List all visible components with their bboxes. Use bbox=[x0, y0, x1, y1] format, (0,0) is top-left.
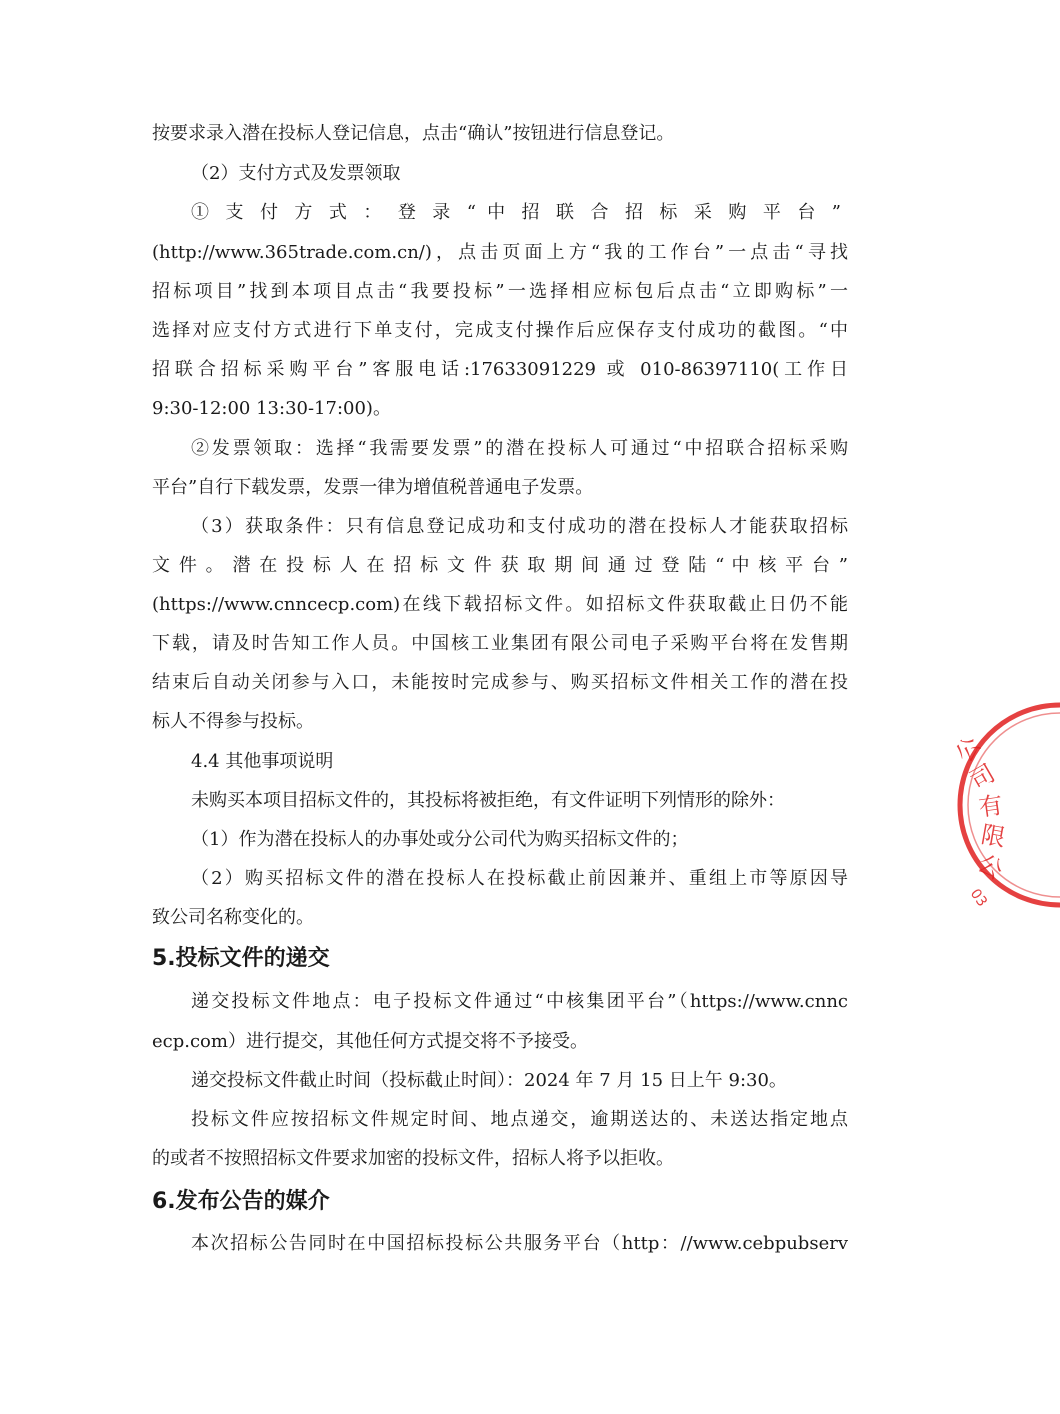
text-line: 文 件 。 潜 在 投 标 人 在 招 标 文 件 获 取 期 间 通 过 登 陆 “ 中 核 平 台 ” bbox=[152, 555, 848, 576]
text-line: (https://www.cnncecp.com)在线下载招标文件。如招标文件获取截止日仍不能 bbox=[152, 594, 848, 615]
text-line: 按要求录入潜在投标人登记信息，点击“确认”按钮进行信息登记。 bbox=[152, 123, 675, 144]
svg-text:限: 限 bbox=[978, 820, 1008, 853]
text-line: 递交投标文件截止时间（投标截止时间）：2024 年 7 月 15 日上午 9:30。 bbox=[191, 1070, 787, 1091]
text-line: 的或者不按照招标文件要求加密的投标文件，招标人将予以拒收。 bbox=[152, 1148, 674, 1169]
text-line: ②发票领取：选择“我需要发票”的潜在投标人可通过“中招联合招标采购 bbox=[191, 438, 848, 459]
text-line: （1）作为潜在投标人的办事处或分公司代为购买招标文件的； bbox=[191, 829, 689, 850]
text-line: 未购买本项目招标文件的，其投标将被拒绝，有文件证明下列情形的除外： bbox=[191, 790, 785, 811]
text-line: 招标项目”找到本项目点击“我要投标”一选择相应标包后点击“立即购标”一 bbox=[152, 281, 848, 302]
section-heading-5: 5.投标文件的递交 bbox=[152, 946, 330, 971]
text-line: 招联合招标采购平台”客服电话:17633091229 或 010-86397110(工作日 bbox=[152, 359, 848, 380]
text-line: 标人不得参与投标。 bbox=[152, 711, 314, 732]
section-heading-6: 6.发布公告的媒介 bbox=[152, 1189, 330, 1214]
text-line: 结束后自动关闭参与入口，未能按时完成参与、购买招标文件相关工作的潜在投 bbox=[152, 672, 848, 693]
text-line: （2）支付方式及发票领取 bbox=[191, 163, 401, 184]
section-subheading: 4.4 其他事项说明 bbox=[191, 751, 334, 772]
company-seal-stamp bbox=[940, 690, 1060, 920]
text-line: （2）购买招标文件的潜在投标人在投标截止前因兼并、重组上市等原因导 bbox=[191, 868, 848, 889]
text-line: （3）获取条件：只有信息登记成功和支付成功的潜在投标人才能获取招标 bbox=[191, 516, 848, 537]
text-line: 9:30-12:00 13:30-17:00)。 bbox=[152, 398, 391, 419]
text-line: 下载，请及时告知工作人员。中国核工业集团有限公司电子采购平台将在发售期 bbox=[152, 633, 848, 654]
text-line: (http://www.365trade.com.cn/)，点击页面上方“我的工作台”一点击“寻找 bbox=[152, 242, 848, 263]
text-line: 致公司名称变化的。 bbox=[152, 907, 314, 928]
text-line: 投标文件应按招标文件规定时间、地点递交，逾期送达的、未送达指定地点 bbox=[191, 1109, 848, 1130]
svg-text:03: 03 bbox=[966, 886, 991, 910]
text-line: ① 支 付 方 式 ： 登 录 “ 中 招 联 合 招 标 采 购 平 台 ” bbox=[191, 202, 841, 223]
text-line: 递交投标文件地点：电子投标文件通过“中核集团平台”（https://www.cnnc bbox=[191, 991, 848, 1012]
text-line: 平台”自行下载发票，发票一律为增值税普通电子发票。 bbox=[152, 477, 594, 498]
svg-text:司: 司 bbox=[965, 758, 1000, 796]
svg-text:公: 公 bbox=[973, 848, 1008, 886]
text-line: 本次招标公告同时在中国招标投标公共服务平台（http：//www.cebpubserv bbox=[191, 1233, 848, 1254]
text-line: 选择对应支付方式进行下单支付，完成支付操作后应保存支付成功的截图。“中 bbox=[152, 320, 848, 341]
text-line: ecp.com）进行提交，其他任何方式提交将不予接受。 bbox=[152, 1031, 588, 1052]
svg-text:有: 有 bbox=[976, 790, 1005, 822]
svg-text:公: 公 bbox=[949, 731, 987, 768]
